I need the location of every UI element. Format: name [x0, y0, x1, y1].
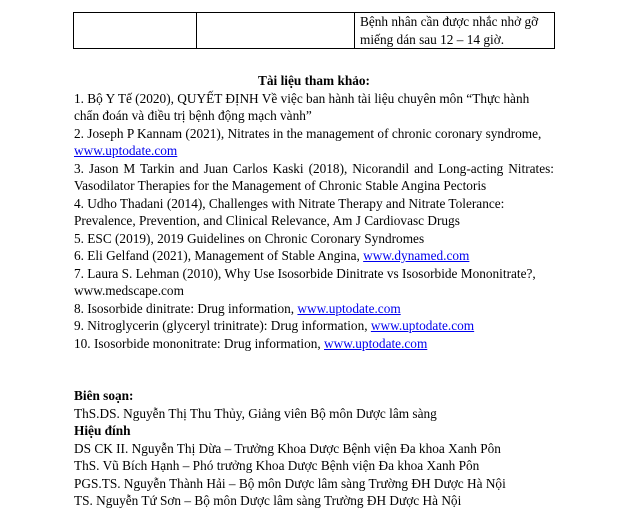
- reference-item-4: [74, 195, 554, 230]
- table-cell-2: [197, 13, 355, 49]
- reference-item-6: [74, 247, 554, 265]
- reference-link[interactable]: www.uptodate.com: [370, 318, 475, 333]
- reference-link[interactable]: www.uptodate.com: [74, 143, 178, 158]
- references-title: Tài liệu tham khảo:: [258, 73, 370, 88]
- reference-text: 6. Eli Gelfand (2021), Management of Stable Angina,: [74, 248, 364, 263]
- reviewer-heading: Hiệu đính: [74, 423, 131, 438]
- document-body: [74, 72, 554, 510]
- reference-item-3: [74, 160, 554, 195]
- reference-text: 7. Laura S. Lehman (2010), Why Use Isosorbide Dinitrate vs Isosorbide Mononitrate?, www.medscape.com: [74, 265, 536, 298]
- reference-text: 9. Nitroglycerin (glyceryl trinitrate): Drug information,: [74, 318, 371, 333]
- reference-text: 5. ESC (2019), 2019 Guidelines on Chronic Coronary Syndromes: [74, 230, 425, 246]
- reference-item-5: [74, 230, 554, 248]
- table-cell-3: Bệnh nhân cần được nhắc nhở gỡ miếng dán sau 12 – 14 giờ.: [355, 13, 555, 49]
- reviewer-line-1: DS CK II. Nguyễn Thị Dừa – Trưởng Khoa Dược Bệnh viện Đa khoa Xanh Pôn: [74, 440, 501, 456]
- spacer: [74, 352, 554, 387]
- table-cell-1: [74, 13, 197, 49]
- author-heading: Biên soạn:: [74, 388, 134, 403]
- reference-text: 8. Isosorbide dinitrate: Drug information,: [74, 300, 298, 316]
- reference-text: 4. Udho Thadani (2014), Challenges with Nitrate Therapy and Nitrate Tolerance: Prevalence, Prevention, and Clinical Relevance, Am J Cardiovasc Drugs: [74, 195, 505, 228]
- reference-item-8: [74, 300, 554, 318]
- reference-text: 10. Isosorbide mononitrate: Drug information,: [74, 335, 325, 351]
- table-row-fragment: [73, 12, 555, 49]
- reference-item-10: [74, 335, 554, 353]
- reference-item-7: [74, 265, 554, 300]
- reference-link[interactable]: www.dynamed.com: [363, 248, 470, 263]
- reviewer-line-2: ThS. Vũ Bích Hạnh – Phó trưởng Khoa Dược Bệnh viện Đa khoa Xanh Pôn: [74, 458, 480, 473]
- reviewer-line-3: PGS.TS. Nguyễn Thành Hải – Bộ môn Dược lâm sàng Trường ĐH Dược Hà Nội: [74, 475, 506, 491]
- reference-text: 3. Jason M Tarkin and Juan Carlos Kaski (2018), Nicorandil and Long-acting Nitrates: Vasodilator Therapies for the Management of Chronic Stable Angina Pectoris: [74, 160, 554, 193]
- reference-item-9: [74, 317, 554, 335]
- reviewer-line-4: TS. Nguyễn Tứ Sơn – Bộ môn Dược lâm sàng Trường ĐH Dược Hà Nội: [74, 493, 462, 508]
- reference-item-1: [74, 90, 554, 125]
- table-row: [74, 13, 555, 49]
- reference-link[interactable]: www.uptodate.com: [324, 335, 428, 351]
- reference-text: 1. Bộ Y Tế (2020), QUYẾT ĐỊNH Về việc ban hành tài liệu chuyên môn “Thực hành chẩn đoán và điều trị bệnh động mạch vành”: [74, 90, 530, 123]
- reference-item-2: [74, 125, 554, 160]
- author-line: ThS.DS. Nguyễn Thị Thu Thủy, Giảng viên Bộ môn Dược lâm sàng: [74, 405, 437, 421]
- reference-link[interactable]: www.uptodate.com: [297, 300, 401, 316]
- reference-text: 2. Joseph P Kannam (2021), Nitrates in the management of chronic coronary syndrome,: [74, 125, 542, 141]
